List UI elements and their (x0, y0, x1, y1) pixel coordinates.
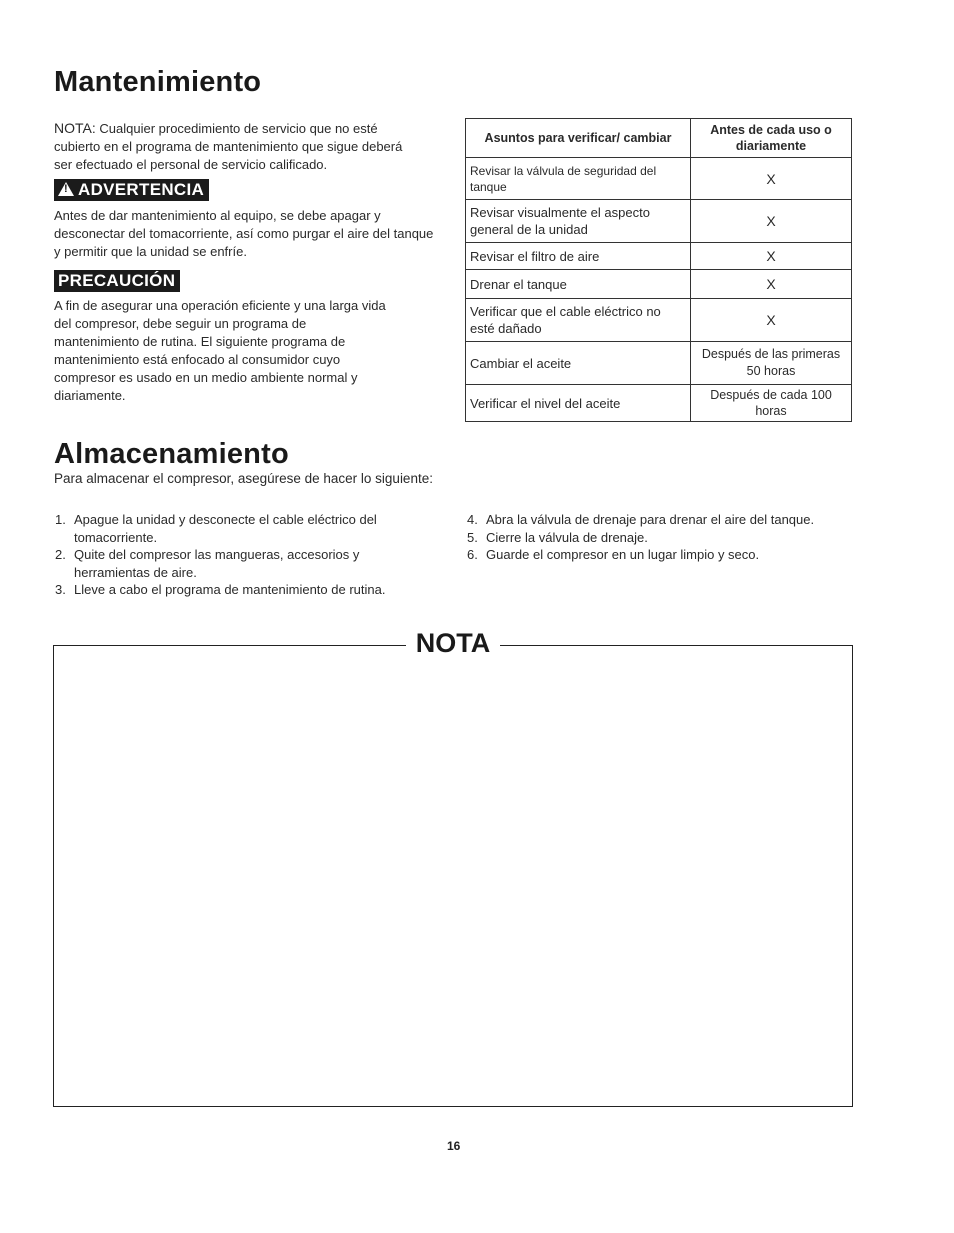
warning-badge (54, 179, 209, 201)
frequency-cell: Después de cada 100 horas (691, 385, 852, 422)
column-header-frequency: Antes de cada uso o diariamente (691, 119, 852, 158)
list-item: 2. Quite del compresor las mangueras, accesorios y herramientas de aire. (55, 547, 360, 580)
task-cell: Cambiar el aceite (466, 342, 691, 385)
frequency-cell: X (691, 200, 852, 243)
list-item: 5. Cierre la válvula de drenaje. (467, 529, 648, 545)
task-cell: Revisar el filtro de aire (466, 243, 691, 270)
page-number: 16 (447, 1139, 461, 1153)
warning-triangle-icon (58, 182, 74, 196)
note-label: NOTA: (54, 120, 96, 136)
column-header-task: Asuntos para verificar/ cambiar (466, 119, 691, 158)
frequency-cell: X (691, 270, 852, 299)
storage-intro: Para almacenar el compresor, asegúrese de hacer lo siguiente: (54, 471, 433, 486)
note-text: Cualquier procedimiento de servicio que no esté cubierto en el programa de mantenimiento que sigue deberá ser efectuado el personal de servicio calificado. (54, 121, 403, 172)
list-item: 6. Guarde el compresor en un lugar limpio y seco. (467, 547, 760, 562)
table-row (466, 243, 852, 270)
caution-badge (54, 270, 180, 292)
notes-box (53, 645, 853, 1107)
frequency-cell: Después de las primeras 50 horas (691, 342, 852, 385)
task-cell: Drenar el tanque (466, 270, 691, 299)
maintenance-note (54, 119, 420, 174)
task-cell: Verificar que el cable eléctrico no esté dañado (466, 299, 691, 342)
table-row (466, 270, 852, 299)
frequency-cell: X (691, 158, 852, 200)
storage-steps-left (52, 511, 430, 599)
task-cell: Verificar el nivel del aceite (466, 385, 691, 422)
frequency-cell: X (691, 299, 852, 342)
warning-label: ADVERTENCIA (78, 180, 205, 199)
table-header-row (466, 119, 852, 158)
task-cell: Revisar visualmente el aspecto general de la unidad (466, 200, 691, 243)
storage-title: Almacenamiento (54, 438, 289, 470)
task-cell: Revisar la válvula de seguridad del tanque (466, 158, 691, 200)
storage-steps-right (464, 511, 824, 564)
caution-label: PRECAUCIÓN (58, 271, 176, 290)
table-row (466, 342, 852, 385)
table-row (466, 385, 852, 422)
table-row (466, 299, 852, 342)
table-row (466, 200, 852, 243)
frequency-cell: X (691, 243, 852, 270)
list-item: 3. Lleve a cabo el programa de mantenimiento de rutina. (55, 582, 386, 597)
warning-text: Antes de dar mantenimiento al equipo, se debe apagar y desconectar del tomacorriente, así como purgar el aire del tanque y permitir que la unidad se enfríe. (54, 208, 434, 259)
list-item: 4. Abra la válvula de drenaje para drenar el aire del tanque. (467, 512, 815, 527)
maintenance-title: Mantenimiento (54, 66, 262, 98)
table-row (466, 158, 852, 200)
notes-title: NOTA (406, 628, 501, 658)
caution-text: A fin de asegurar una operación eficiente y una larga vida del compresor, debe seguir un programa de mantenimiento de rutina. El siguiente programa de mantenimiento está enfocado al consumidor cuyo compresor es usado en un medio ambiente normal y diariamente. (54, 298, 386, 403)
maintenance-schedule-table (465, 118, 852, 422)
list-item: 1. Apague la unidad y desconecte el cable eléctrico del tomacorriente. (55, 512, 377, 545)
notes-title-wrap (53, 628, 853, 658)
